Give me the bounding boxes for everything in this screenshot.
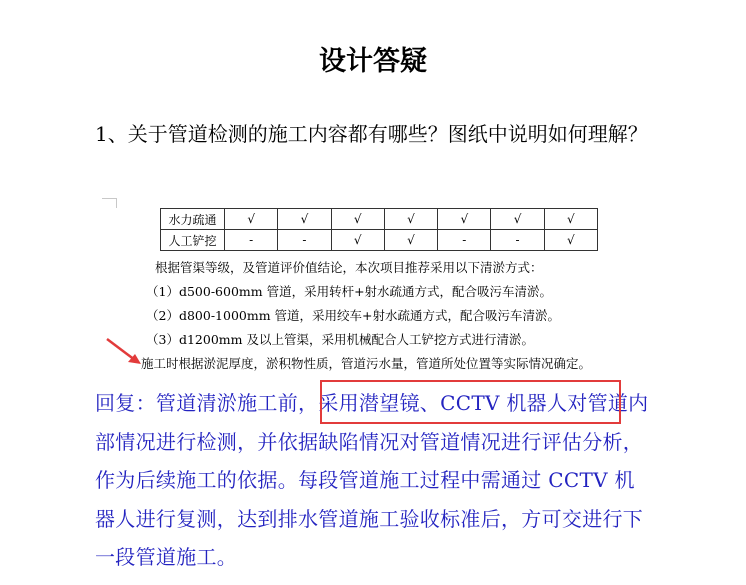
reply-lead-text: 回复：管道清淤施工前， xyxy=(95,391,319,415)
note-item-4: 施工时根据淤泥厚度，淤积物性质，管道污水量，管道所处位置等实际情况确定。 xyxy=(141,356,592,371)
note-item-2: （2）d800-1000mm 管道，采用绞车+射水疏通方式，配合吸污车清淤。 xyxy=(146,308,561,323)
table-cell: √ xyxy=(331,230,384,251)
table-cell: √ xyxy=(384,209,437,230)
table-cell: √ xyxy=(278,209,331,230)
table-cell: √ xyxy=(384,230,437,251)
table-cell: - xyxy=(278,230,331,251)
cleaning-method-table xyxy=(160,208,598,251)
table-cell: √ xyxy=(225,209,278,230)
note-item-1: （1）d500-600mm 管道，采用转杆+射水疏通方式，配合吸污车清淤。 xyxy=(146,284,553,299)
page-corner-mark xyxy=(102,198,117,208)
table-cell: - xyxy=(225,230,278,251)
table-cell: √ xyxy=(331,209,384,230)
page-title: 设计答疑 xyxy=(319,46,427,77)
table-cell: - xyxy=(491,230,544,251)
note-intro: 根据管渠等级，及管道评价值结论，本次项目推荐采用以下清淤方式： xyxy=(155,260,543,275)
red-arrow-icon xyxy=(104,336,142,366)
table-cell: - xyxy=(438,230,491,251)
table-row xyxy=(161,209,598,230)
question-heading: 1、关于管道检测的施工内容都有哪些？图纸中说明如何理解？ xyxy=(95,122,648,146)
table-cell: √ xyxy=(544,209,597,230)
table-cell: √ xyxy=(491,209,544,230)
reply-body-text: 对管道内部情况进行检测，并依据缺陷情况对管道情况进行评估分析，作为后续施工的依据。每段管道施工过程中需通过 CCTV 机器人进行复测，达到排水管道施工验收标准后，方可交进行下一段管道施工。 xyxy=(95,391,649,569)
table-cell: √ xyxy=(438,209,491,230)
highlight-box xyxy=(320,380,621,424)
reply-highlight-text: 采用潜望镜、CCTV 机器人 xyxy=(318,391,568,415)
note-item-3: （3）d1200mm 及以上管渠，采用机械配合人工铲挖方式进行清淤。 xyxy=(146,332,534,347)
table-row xyxy=(161,230,598,251)
table-row-label: 人工铲挖 xyxy=(161,230,225,251)
table-cell: √ xyxy=(544,230,597,251)
table-row-label: 水力疏通 xyxy=(161,209,225,230)
